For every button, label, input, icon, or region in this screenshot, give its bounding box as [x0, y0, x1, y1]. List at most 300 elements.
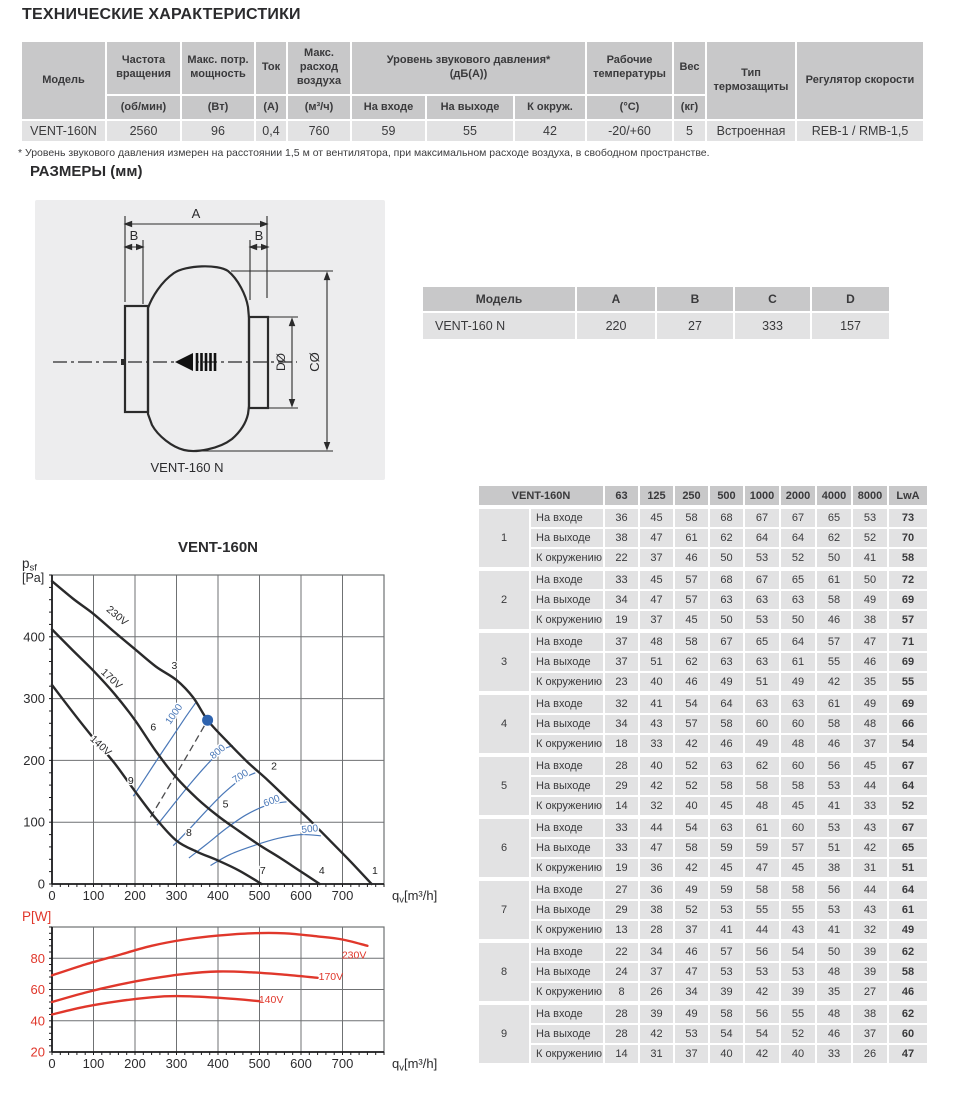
noise-value: 62	[889, 941, 927, 961]
spec-value-current: 0,4	[256, 121, 286, 141]
noise-value: 48	[817, 963, 851, 981]
noise-row	[479, 569, 927, 589]
spec-header-noise-env: К окруж.	[515, 96, 585, 119]
noise-value: 52	[853, 529, 887, 547]
noise-value: 53	[817, 901, 851, 919]
noise-value: 57	[817, 631, 851, 651]
svg-text:VENT-160N: VENT-160N	[177, 539, 259, 556]
noise-value: 34	[640, 941, 673, 961]
noise-row	[479, 859, 927, 877]
noise-row-label: На выходе	[531, 715, 603, 733]
noise-value: 45	[640, 507, 673, 527]
noise-value: 42	[853, 839, 887, 857]
svg-text:100: 100	[23, 814, 45, 830]
noise-value: 53	[817, 777, 851, 795]
noise-row	[479, 1045, 927, 1063]
noise-value: 33	[605, 569, 638, 589]
noise-value: 38	[853, 1003, 887, 1023]
svg-text:500: 500	[248, 1056, 271, 1071]
noise-value: 66	[889, 715, 927, 733]
noise-row-label: К окружению	[531, 797, 603, 815]
noise-value: 28	[605, 1003, 638, 1023]
dim-label-b-left: B	[129, 228, 139, 243]
noise-value: 58	[675, 839, 708, 857]
noise-value: 46	[817, 611, 851, 629]
svg-text:60: 60	[30, 982, 45, 997]
spec-header-model: Модель	[22, 42, 105, 119]
svg-text:170V: 170V	[318, 971, 344, 984]
noise-value: 52	[781, 1025, 815, 1043]
noise-value: 61	[817, 569, 851, 589]
noise-value: 55	[781, 1003, 815, 1023]
noise-value: 61	[781, 653, 815, 671]
dimensions-header-row	[423, 287, 889, 311]
noise-value: 55	[817, 653, 851, 671]
noise-value: 46	[889, 983, 927, 1001]
noise-value: 37	[640, 963, 673, 981]
dimensions-table	[421, 285, 891, 341]
svg-text:psf: psf	[22, 556, 37, 574]
noise-value: 42	[817, 673, 851, 691]
noise-value: 46	[817, 735, 851, 753]
noise-value: 63	[710, 591, 743, 609]
svg-text:100: 100	[82, 888, 105, 903]
noise-value: 40	[710, 1045, 743, 1063]
noise-value: 60	[781, 755, 815, 775]
noise-row	[479, 755, 927, 775]
noise-value: 40	[640, 755, 673, 775]
noise-value: 42	[640, 1025, 673, 1043]
noise-row-label: На входе	[531, 569, 603, 589]
noise-value: 13	[605, 921, 638, 939]
noise-value: 46	[675, 549, 708, 567]
noise-value: 53	[853, 507, 887, 527]
noise-value: 47	[853, 631, 887, 651]
noise-value: 41	[640, 693, 673, 713]
svg-text:600: 600	[290, 1056, 312, 1071]
noise-value: 46	[675, 941, 708, 961]
noise-row	[479, 529, 927, 547]
noise-value: 34	[605, 591, 638, 609]
noise-value: 47	[889, 1045, 927, 1063]
noise-spectrum-table	[477, 484, 929, 1065]
noise-value: 68	[710, 569, 743, 589]
noise-value: 40	[675, 797, 708, 815]
svg-text:qv[m³/h]: qv[m³/h]	[392, 1056, 438, 1074]
noise-row	[479, 673, 927, 691]
dims-header-b: B	[657, 287, 733, 311]
noise-value: 46	[710, 735, 743, 753]
dims-header-d: D	[812, 287, 889, 311]
noise-value: 37	[853, 735, 887, 753]
noise-value: 47	[745, 859, 779, 877]
noise-value: 39	[710, 983, 743, 1001]
noise-value: 56	[745, 1003, 779, 1023]
noise-value: 54	[781, 941, 815, 961]
noise-value: 27	[605, 879, 638, 899]
svg-text:1000: 1000	[163, 702, 186, 727]
noise-value: 57	[710, 941, 743, 961]
noise-model-header: VENT-160N	[479, 486, 603, 505]
noise-row	[479, 921, 927, 939]
dimension-lines	[125, 216, 333, 451]
noise-value: 64	[781, 631, 815, 651]
noise-value: 48	[853, 715, 887, 733]
noise-value: 38	[817, 859, 851, 877]
noise-value: 52	[675, 777, 708, 795]
svg-text:500: 500	[248, 888, 271, 903]
spec-table	[20, 40, 925, 143]
svg-text:400: 400	[23, 629, 45, 645]
noise-value: 48	[640, 631, 673, 651]
noise-value: 58	[817, 715, 851, 733]
noise-value: 37	[853, 1025, 887, 1043]
noise-value: 29	[605, 777, 638, 795]
dims-header-a: A	[577, 287, 655, 311]
noise-value: 33	[605, 817, 638, 837]
page-title: ТЕХНИЧЕСКИЕ ХАРАКТЕРИСТИКИ	[22, 6, 301, 23]
noise-value: 62	[675, 653, 708, 671]
noise-value: 61	[675, 529, 708, 547]
noise-value: 39	[853, 963, 887, 981]
svg-text:5: 5	[222, 798, 229, 811]
noise-row	[479, 839, 927, 857]
noise-value: 58	[745, 879, 779, 899]
noise-value: 62	[745, 755, 779, 775]
noise-group-number: 1	[479, 507, 529, 567]
noise-value: 60	[781, 817, 815, 837]
noise-value: 50	[817, 941, 851, 961]
svg-text:300: 300	[165, 888, 188, 903]
noise-value: 35	[817, 983, 851, 1001]
noise-value: 63	[710, 817, 743, 837]
noise-value: 42	[745, 983, 779, 1001]
svg-text:600: 600	[290, 888, 312, 903]
noise-value: 67	[889, 755, 927, 775]
noise-value: 37	[605, 631, 638, 651]
noise-value: 39	[853, 941, 887, 961]
noise-value: 49	[853, 693, 887, 713]
noise-value: 44	[640, 817, 673, 837]
svg-text:100: 100	[82, 1056, 105, 1071]
noise-value: 58	[817, 591, 851, 609]
noise-value: 53	[710, 901, 743, 919]
dim-label-c: CØ	[307, 352, 322, 372]
svg-text:40: 40	[30, 1013, 45, 1029]
noise-value: 60	[781, 715, 815, 733]
noise-value: 37	[605, 653, 638, 671]
noise-value: 70	[889, 529, 927, 547]
noise-value: 63	[781, 591, 815, 609]
noise-value: 48	[781, 735, 815, 753]
noise-value: 68	[710, 507, 743, 527]
noise-group-number: 3	[479, 631, 529, 691]
noise-value: 69	[889, 591, 927, 609]
noise-value: 49	[781, 673, 815, 691]
dims-header-c: C	[735, 287, 810, 311]
svg-text:9: 9	[127, 774, 134, 787]
noise-value: 58	[675, 507, 708, 527]
svg-text:230V: 230V	[103, 603, 131, 629]
noise-value: 32	[853, 921, 887, 939]
noise-value: 57	[675, 569, 708, 589]
noise-value: 65	[781, 569, 815, 589]
noise-value: 46	[853, 653, 887, 671]
noise-value: 45	[710, 859, 743, 877]
noise-value: 45	[710, 797, 743, 815]
pressure-flow-chart	[10, 536, 470, 908]
power-flow-chart	[10, 906, 470, 1096]
noise-value: 55	[889, 673, 927, 691]
noise-value: 39	[640, 1003, 673, 1023]
svg-text:0: 0	[37, 876, 45, 892]
noise-group-number: 8	[479, 941, 529, 1001]
noise-value: 59	[710, 879, 743, 899]
noise-value: 44	[745, 921, 779, 939]
noise-value: 58	[675, 631, 708, 651]
noise-value: 41	[817, 797, 851, 815]
svg-text:400: 400	[207, 1056, 229, 1071]
noise-value: 41	[710, 921, 743, 939]
noise-value: 56	[817, 755, 851, 775]
noise-group-number: 4	[479, 693, 529, 753]
dimensions-data-row	[423, 313, 889, 339]
noise-value: 54	[710, 1025, 743, 1043]
noise-value: 43	[853, 901, 887, 919]
noise-value: 45	[781, 859, 815, 877]
spec-value-noise-out: 55	[427, 121, 513, 141]
noise-value: 52	[889, 797, 927, 815]
noise-value: 47	[640, 591, 673, 609]
noise-value: 56	[817, 879, 851, 899]
noise-value: 50	[710, 611, 743, 629]
spec-value-noise-env: 42	[515, 121, 585, 141]
noise-row-label: К окружению	[531, 859, 603, 877]
dims-value-a: 220	[577, 313, 655, 339]
noise-value: 14	[605, 1045, 638, 1063]
spec-header-weight-unit: (кг)	[674, 96, 705, 119]
noise-value: 55	[781, 901, 815, 919]
noise-row-label: На выходе	[531, 901, 603, 919]
spec-value-temp: -20/+60	[587, 121, 672, 141]
noise-value: 44	[853, 879, 887, 899]
noise-value: 42	[745, 1045, 779, 1063]
dims-value-c: 333	[735, 313, 810, 339]
noise-row	[479, 693, 927, 713]
svg-text:6: 6	[150, 721, 157, 734]
noise-value: 58	[745, 777, 779, 795]
noise-row-label: На входе	[531, 879, 603, 899]
svg-text:3: 3	[171, 659, 178, 672]
noise-value: 57	[675, 591, 708, 609]
svg-text:4: 4	[318, 865, 325, 878]
noise-value: 54	[745, 1025, 779, 1043]
svg-text:300: 300	[165, 1056, 188, 1071]
noise-value: 63	[745, 693, 779, 713]
svg-text:[Pa]: [Pa]	[22, 571, 45, 585]
noise-value: 43	[640, 715, 673, 733]
spec-value-noise-in: 59	[352, 121, 425, 141]
noise-value: 69	[889, 693, 927, 713]
noise-value: 58	[710, 777, 743, 795]
spec-header-airflow: Макс. расход воздуха	[288, 42, 350, 94]
svg-text:80: 80	[30, 950, 45, 966]
spec-header-noise-out: На выходе	[427, 96, 513, 119]
noise-row-label: На выходе	[531, 963, 603, 981]
noise-value: 58	[889, 549, 927, 567]
noise-value: 49	[675, 879, 708, 899]
noise-row	[479, 715, 927, 733]
noise-value: 36	[640, 879, 673, 899]
spec-header-power: Макс. потр. мощность	[182, 42, 254, 94]
noise-value: 36	[605, 507, 638, 527]
fan-centerline	[53, 353, 297, 371]
noise-value: 28	[605, 1025, 638, 1043]
noise-value: 63	[710, 653, 743, 671]
noise-freq-header: 250	[675, 486, 708, 505]
svg-text:400: 400	[207, 888, 229, 903]
noise-value: 38	[853, 611, 887, 629]
noise-row	[479, 631, 927, 651]
noise-value: 42	[640, 777, 673, 795]
noise-value: 52	[675, 755, 708, 775]
spec-header-noise-group	[352, 42, 585, 94]
noise-freq-header: 8000	[853, 486, 887, 505]
noise-value: 57	[675, 715, 708, 733]
noise-value: 67	[710, 631, 743, 651]
spec-header-noise-line2: (дБ(А))	[449, 68, 488, 80]
noise-value: 40	[781, 1045, 815, 1063]
noise-value: 55	[745, 901, 779, 919]
noise-value: 19	[605, 611, 638, 629]
noise-value: 67	[781, 507, 815, 527]
noise-row	[479, 983, 927, 1001]
spec-value-weight: 5	[674, 121, 705, 141]
noise-row-label: К окружению	[531, 673, 603, 691]
noise-row-label: К окружению	[531, 1045, 603, 1063]
noise-row	[479, 963, 927, 981]
noise-group-number: 5	[479, 755, 529, 815]
noise-value: 65	[745, 631, 779, 651]
noise-value: 58	[781, 879, 815, 899]
spec-value-regulator: REB-1 / RMB-1,5	[797, 121, 923, 141]
noise-value: 36	[640, 859, 673, 877]
noise-value: 33	[605, 839, 638, 857]
noise-value: 46	[817, 1025, 851, 1043]
spec-header-power-unit: (Вт)	[182, 96, 254, 119]
svg-text:600: 600	[262, 793, 282, 810]
noise-value: 63	[745, 653, 779, 671]
noise-row-label: На входе	[531, 693, 603, 713]
noise-row-label: На входе	[531, 817, 603, 837]
svg-text:200: 200	[124, 1056, 146, 1071]
noise-value: 38	[640, 901, 673, 919]
noise-value: 53	[675, 1025, 708, 1043]
noise-row-label: На выходе	[531, 653, 603, 671]
noise-value: 47	[640, 839, 673, 857]
noise-value: 49	[853, 591, 887, 609]
noise-value: 60	[745, 715, 779, 733]
noise-value: 31	[640, 1045, 673, 1063]
fan-diagram	[35, 200, 385, 480]
svg-text:0: 0	[48, 888, 56, 903]
dims-header-model: Модель	[423, 287, 575, 311]
dimensions-title: РАЗМЕРЫ (мм)	[30, 163, 143, 180]
noise-row-label: К окружению	[531, 735, 603, 753]
spec-header-thermal: Тип термозащиты	[707, 42, 795, 119]
noise-value: 61	[889, 901, 927, 919]
svg-text:230V: 230V	[341, 949, 367, 962]
noise-value: 46	[675, 673, 708, 691]
noise-value: 58	[710, 715, 743, 733]
noise-value: 53	[745, 963, 779, 981]
noise-value: 34	[675, 983, 708, 1001]
noise-value: 37	[675, 921, 708, 939]
noise-row-label: К окружению	[531, 921, 603, 939]
noise-row	[479, 611, 927, 629]
noise-value: 63	[745, 591, 779, 609]
noise-value: 64	[710, 693, 743, 713]
spec-header-speed: Частота вращения	[107, 42, 180, 94]
noise-value: 54	[889, 735, 927, 753]
noise-value: 69	[889, 653, 927, 671]
noise-value: 14	[605, 797, 638, 815]
spec-header-regulator: Регулятор скорости	[797, 42, 923, 119]
noise-row-label: К окружению	[531, 983, 603, 1001]
noise-row	[479, 777, 927, 795]
noise-value: 65	[817, 507, 851, 527]
noise-value: 35	[853, 673, 887, 691]
noise-value: 43	[781, 921, 815, 939]
noise-value: 44	[853, 777, 887, 795]
svg-text:200: 200	[23, 752, 45, 768]
noise-value: 37	[640, 611, 673, 629]
noise-value: 42	[675, 735, 708, 753]
noise-value: 72	[889, 569, 927, 589]
dim-label-d: DØ	[274, 353, 288, 371]
spec-header-airflow-unit: (м³/ч)	[288, 96, 350, 119]
spec-value-airflow: 760	[288, 121, 350, 141]
noise-value: 37	[640, 549, 673, 567]
noise-value: 50	[853, 569, 887, 589]
noise-value: 32	[605, 693, 638, 713]
noise-value: 54	[675, 693, 708, 713]
noise-freq-header: 500	[710, 486, 743, 505]
noise-value: 39	[781, 983, 815, 1001]
noise-value: 56	[745, 941, 779, 961]
svg-text:170V: 170V	[98, 666, 125, 692]
noise-value: 71	[889, 631, 927, 651]
svg-text:200: 200	[124, 888, 146, 903]
noise-value: 47	[675, 963, 708, 981]
noise-row	[479, 549, 927, 567]
noise-row-label: К окружению	[531, 611, 603, 629]
spec-header-current: Ток	[256, 42, 286, 94]
noise-value: 51	[817, 839, 851, 857]
noise-group-number: 7	[479, 879, 529, 939]
noise-value: 53	[710, 963, 743, 981]
noise-value: 31	[853, 859, 887, 877]
noise-value: 58	[889, 963, 927, 981]
noise-row	[479, 653, 927, 671]
svg-text:P[W]: P[W]	[22, 909, 52, 924]
noise-value: 49	[745, 735, 779, 753]
noise-value: 28	[640, 921, 673, 939]
noise-value: 51	[640, 653, 673, 671]
spec-header-temp-unit: (°С)	[587, 96, 672, 119]
noise-value: 48	[817, 1003, 851, 1023]
noise-header-row	[479, 486, 927, 505]
